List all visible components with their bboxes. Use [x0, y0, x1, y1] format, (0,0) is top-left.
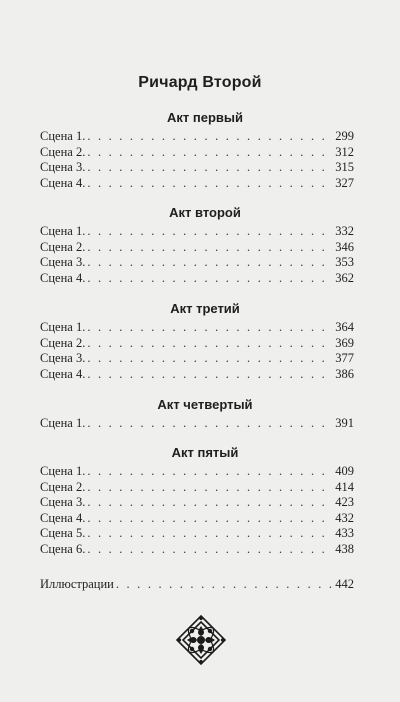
act-section: [40, 442, 354, 558]
toc-entry-illustrations[interactable]: [40, 577, 354, 593]
toc-entry[interactable]: [40, 129, 354, 145]
scene-label: Сцена 2.: [40, 335, 86, 350]
act-title: Акт пятый: [171, 445, 239, 460]
dot-leader: [87, 480, 332, 496]
act-title: Акт второй: [169, 205, 241, 220]
toc-entry[interactable]: [40, 336, 354, 352]
dot-leader: [116, 577, 332, 593]
page-number: 346: [335, 239, 354, 254]
toc-entry[interactable]: [40, 480, 354, 496]
act-section: [40, 202, 354, 286]
page-number: 391: [335, 416, 354, 430]
dot-leader: [87, 176, 332, 192]
floral-ornament-icon: [175, 614, 227, 666]
toc-entry[interactable]: [40, 145, 354, 161]
page-number: 377: [335, 351, 354, 366]
page-number: 386: [335, 366, 354, 381]
page-number: 327: [335, 175, 354, 190]
dot-leader: [87, 367, 332, 383]
dot-leader: [87, 255, 332, 271]
scene-label: Сцена 4.: [40, 270, 86, 285]
toc-entry[interactable]: [40, 240, 354, 256]
scene-label: Сцена 1.: [40, 129, 86, 143]
dot-leader: [87, 129, 332, 145]
illustrations-section: [40, 577, 354, 593]
toc-entry[interactable]: [40, 464, 354, 480]
page-number: 362: [335, 270, 354, 285]
scene-label: Сцена 1.: [40, 464, 86, 478]
act-section: [40, 394, 354, 432]
scene-label: Сцена 4.: [40, 510, 86, 525]
dot-leader: [87, 416, 332, 432]
toc-entry[interactable]: [40, 367, 354, 383]
page-number: 423: [335, 495, 354, 510]
page-number: 438: [335, 541, 354, 556]
page-number: 315: [335, 160, 354, 175]
toc-entry[interactable]: [40, 526, 354, 542]
page-number: 369: [335, 335, 354, 350]
act-title: Акт первый: [167, 110, 243, 125]
dot-leader: [87, 464, 332, 480]
dot-leader: [87, 240, 332, 256]
dot-leader: [87, 271, 332, 287]
scene-label: Сцена 1.: [40, 224, 86, 238]
dot-leader: [87, 351, 332, 367]
page-number: 433: [335, 526, 354, 541]
toc-entry[interactable]: [40, 320, 354, 336]
dot-leader: [87, 224, 332, 240]
scene-label: Сцена 3.: [40, 351, 86, 366]
toc-entry[interactable]: [40, 271, 354, 287]
toc-entry[interactable]: [40, 416, 354, 432]
page-number: 299: [335, 129, 354, 143]
toc-entry[interactable]: [40, 224, 354, 240]
scene-label: Сцена 2.: [40, 239, 86, 254]
page-number: 442: [335, 577, 354, 591]
act-title: Акт четвертый: [157, 397, 253, 412]
toc-entry[interactable]: [40, 255, 354, 271]
dot-leader: [87, 495, 332, 511]
dot-leader: [87, 320, 332, 336]
scene-label: Сцена 4.: [40, 175, 86, 190]
page-title: Ричард Второй: [138, 74, 262, 91]
scene-label: Сцена 4.: [40, 366, 86, 381]
toc-entry[interactable]: [40, 160, 354, 176]
page-number: 409: [335, 464, 354, 478]
act-section: [40, 107, 354, 191]
toc-entry[interactable]: [40, 351, 354, 367]
illustrations-label: Иллюстрации: [40, 577, 114, 591]
scene-label: Сцена 1.: [40, 416, 86, 430]
scene-label: Сцена 1.: [40, 320, 86, 334]
page-number: 364: [335, 320, 354, 334]
dot-leader: [87, 526, 332, 542]
scene-label: Сцена 2.: [40, 144, 86, 159]
scene-label: Сцена 2.: [40, 479, 86, 494]
page-number: 332: [335, 224, 354, 238]
dot-leader: [87, 336, 332, 352]
act-section: [40, 298, 354, 382]
scene-label: Сцена 3.: [40, 160, 86, 175]
scene-label: Сцена 3.: [40, 495, 86, 510]
page-number: 353: [335, 255, 354, 270]
dot-leader: [87, 511, 332, 527]
page-number: 432: [335, 510, 354, 525]
toc-entry[interactable]: [40, 176, 354, 192]
toc-entry[interactable]: [40, 495, 354, 511]
toc-entry[interactable]: [40, 511, 354, 527]
dot-leader: [87, 542, 332, 558]
toc-entry[interactable]: [40, 542, 354, 558]
scene-label: Сцена 5.: [40, 526, 86, 541]
dot-leader: [87, 145, 332, 161]
scene-label: Сцена 3.: [40, 255, 86, 270]
scene-label: Сцена 6.: [40, 541, 86, 556]
dot-leader: [87, 160, 332, 176]
act-title: Акт третий: [170, 301, 240, 316]
page-number: 312: [335, 144, 354, 159]
page-number: 414: [335, 479, 354, 494]
